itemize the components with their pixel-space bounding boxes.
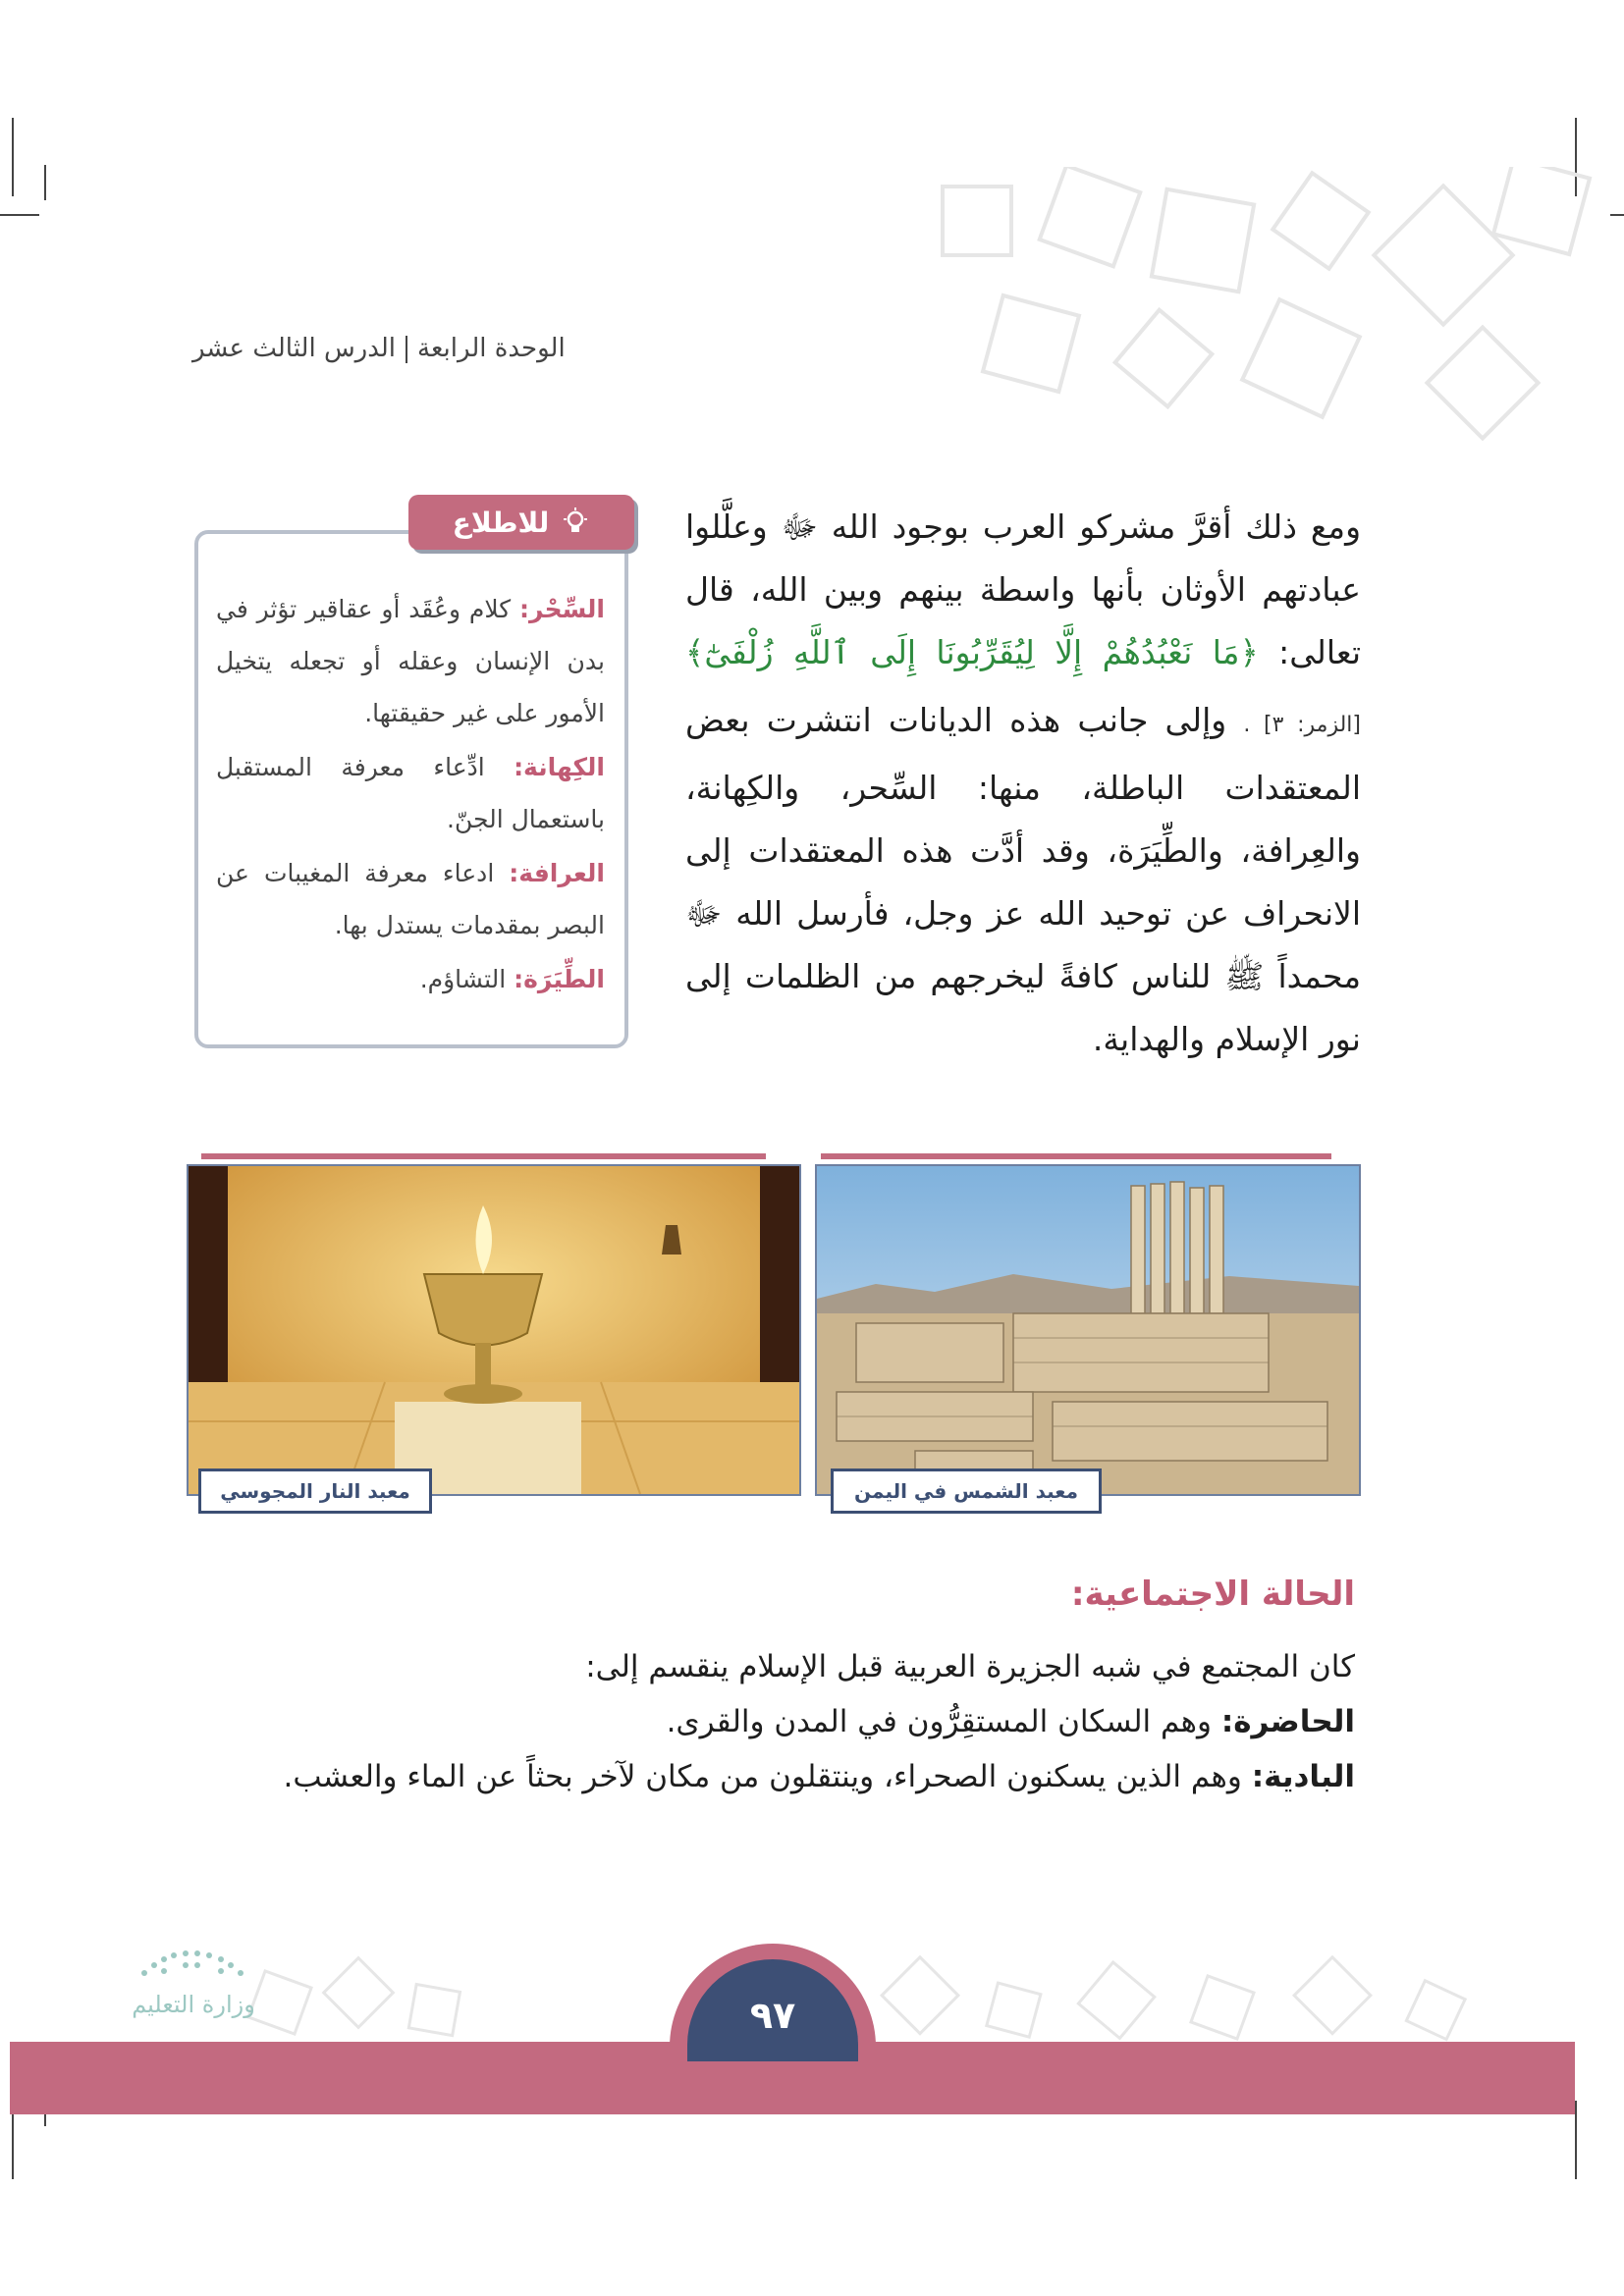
definition-item [216, 583, 605, 739]
definition-text: كلام وعُقَد أو عقاقير تؤثر في بدن الإنسان وعقله أو تجعله يتخيل الأمور على غير حقيقتها. [216, 595, 605, 727]
photo-frame-stripe [201, 1153, 766, 1159]
section-body [226, 1639, 1355, 1804]
definition-term: السِّحْر: [519, 595, 605, 623]
definition-term: الكِهانة: [514, 753, 605, 781]
ministry-logo [81, 1944, 306, 2018]
header-lesson: الدرس الثالث عشر [192, 334, 397, 363]
main-text-part1: ومع ذلك أقرَّ مشركو العرب بوجود الله ﷻ وعلَّلوا عبادتهم الأوثان بأنها واسطة بينهم وبين الله، قال تعالى: [685, 507, 1362, 671]
definition-text: التشاؤم. [419, 965, 514, 993]
sun-temple-illustration [817, 1166, 1359, 1494]
info-box-title [408, 495, 634, 550]
definition-text: ادِّعاء معرفة المستقبل باستعمال الجنّ. [216, 753, 605, 833]
ministry-name: وزارة التعليم [132, 1991, 255, 2018]
fire-temple-caption-text: معبد النار المجوسي [220, 1479, 410, 1503]
sun-temple-caption [831, 1468, 1102, 1514]
definition-term: الطِّيَرَة: [514, 965, 605, 993]
sun-temple-photo [815, 1164, 1361, 1496]
section-item [226, 1749, 1355, 1804]
decorative-pattern [933, 167, 1620, 481]
crop-mark [1575, 2101, 1577, 2179]
definition-item [216, 953, 605, 1005]
definition-item [216, 741, 605, 845]
section-item-term: الحاضرة: [1220, 1704, 1355, 1739]
section-title: الحالة الاجتماعية: [1070, 1575, 1355, 1614]
fire-temple-illustration [189, 1166, 799, 1494]
section-item [226, 1694, 1355, 1749]
header-separator [406, 336, 407, 363]
main-text-part2: وإلى جانب هذه الديانات انتشرت بعض المعتقدات الباطلة، منها: السِّحر، والكِهانة، والعِرافة، والطِّيَرَة، وقد أدَّت هذه المعتقدات إلى الانحراف عن توحيد الله عز وجل، فأرسل الله ﷻ محمداً ﷺ للناس كافةً ليخرجهم من الظلمات إلى نور الإسلام والهداية. [685, 701, 1361, 1058]
ministry-dots-icon [135, 1944, 252, 1987]
definition-term: العرافة: [509, 859, 605, 887]
fire-temple-photo [187, 1164, 801, 1496]
section-item-term: البادية: [1251, 1759, 1355, 1794]
section-item-text: وهم السكان المستقِرُّون في المدن والقرى. [666, 1704, 1221, 1739]
sun-temple-caption-text: معبد الشمس في اليمن [854, 1479, 1078, 1503]
page-header [192, 334, 566, 363]
header-unit: الوحدة الرابعة [417, 334, 566, 363]
crop-mark [44, 165, 46, 200]
section-intro: كان المجتمع في شبه الجزيرة العربية قبل الإسلام ينقسم إلى: [585, 1649, 1355, 1684]
page-number: ٩٧ [687, 1959, 858, 2061]
footer-pattern [245, 1939, 1571, 2047]
definition-text: ادعاء معرفة المغيبات عن البصر بمقدمات يستدل بها. [216, 859, 605, 939]
quran-verse: ﴿مَا نَعْبُدُهُمْ إِلَّا لِيُقَرِّبُونَا إِلَى ٱللَّهِ زُلْفَىٰٓ﴾ [685, 633, 1259, 671]
photo-frame-stripe [821, 1153, 1331, 1159]
main-paragraph [685, 496, 1361, 1071]
definition-item [216, 847, 605, 951]
fire-temple-caption [198, 1468, 432, 1514]
info-box [194, 506, 628, 1048]
verse-reference: [الزمر: ٣] . [1243, 713, 1361, 737]
section-item-text: وهم الذين يسكنون الصحراء، وينتقلون من مكان لآخر بحثاً عن الماء والعشب. [283, 1759, 1252, 1794]
info-box-title-text: للاطلاع [452, 506, 550, 539]
lightbulb-icon [561, 507, 590, 537]
info-box-body [216, 583, 605, 1007]
crop-mark [12, 118, 14, 196]
crop-mark [0, 214, 39, 216]
